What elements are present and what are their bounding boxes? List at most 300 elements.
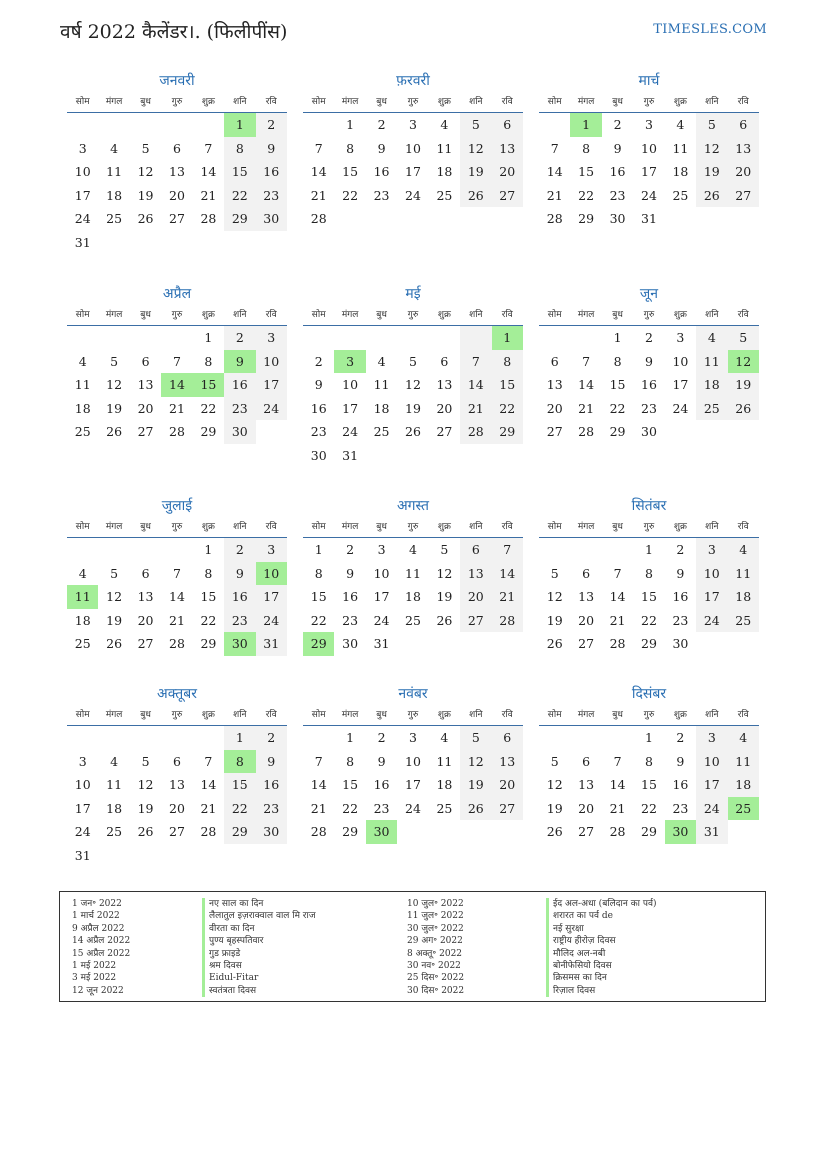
day-cell[interactable]: 21 [169, 400, 185, 416]
day-cell[interactable]: 20 [460, 585, 491, 609]
day-cell[interactable]: 17 [74, 800, 91, 816]
day-cell[interactable]: 30 [641, 424, 657, 440]
day-cell[interactable]: 13 [460, 562, 491, 586]
day-cell[interactable]: 25 [436, 800, 453, 816]
day-cell[interactable]: 25 [728, 797, 759, 821]
day-cell[interactable]: 1 [570, 113, 601, 137]
day-cell[interactable]: 6 [141, 565, 150, 581]
day-cell[interactable]: 21 [609, 800, 626, 816]
day-cell[interactable]: 29 [224, 207, 255, 231]
day-cell[interactable]: 5 [460, 113, 491, 137]
day-cell[interactable]: 4 [440, 730, 449, 745]
day-cell[interactable]: 12 [137, 164, 154, 180]
day-cell[interactable]: 28 [546, 211, 563, 227]
day-cell[interactable]: 29 [200, 424, 217, 440]
day-cell[interactable]: 27 [436, 424, 453, 440]
day-cell[interactable]: 24 [256, 609, 287, 633]
day-cell[interactable]: 13 [436, 377, 453, 393]
day-cell[interactable]: 21 [492, 585, 523, 609]
day-cell[interactable]: 22 [641, 612, 657, 628]
day-cell[interactable]: 20 [169, 800, 185, 816]
day-cell[interactable]: 6 [492, 113, 523, 137]
day-cell[interactable]: 7 [460, 350, 491, 374]
day-cell[interactable]: 5 [110, 353, 119, 369]
day-cell[interactable]: 20 [492, 160, 523, 184]
day-cell[interactable]: 24 [342, 424, 359, 440]
day-cell[interactable]: 5 [460, 726, 491, 750]
day-cell[interactable]: 31 [256, 632, 287, 656]
day-cell[interactable]: 27 [137, 424, 154, 440]
day-cell[interactable]: 3 [377, 542, 386, 557]
day-cell[interactable]: 16 [609, 164, 626, 180]
day-cell[interactable]: 20 [546, 400, 563, 416]
day-cell[interactable]: 16 [342, 589, 359, 605]
day-cell[interactable]: 15 [342, 777, 359, 793]
day-cell[interactable]: 4 [78, 565, 87, 581]
day-cell[interactable]: 18 [436, 777, 453, 793]
day-cell[interactable]: 27 [728, 184, 759, 208]
day-cell[interactable]: 2 [676, 542, 685, 557]
day-cell[interactable]: 23 [224, 609, 255, 633]
day-cell[interactable]: 16 [224, 585, 255, 609]
day-cell[interactable]: 14 [200, 164, 217, 180]
day-cell[interactable]: 28 [609, 636, 626, 652]
day-cell[interactable]: 23 [672, 612, 689, 628]
day-cell[interactable]: 9 [256, 750, 287, 774]
day-cell[interactable]: 20 [436, 400, 453, 416]
day-cell[interactable]: 14 [492, 562, 523, 586]
day-cell[interactable]: 15 [224, 160, 255, 184]
day-cell[interactable]: 22 [641, 800, 657, 816]
day-cell[interactable]: 21 [310, 800, 327, 816]
day-cell[interactable]: 4 [110, 140, 119, 156]
day-cell[interactable]: 1 [645, 542, 653, 557]
day-cell[interactable]: 20 [578, 800, 595, 816]
day-cell[interactable]: 4 [377, 353, 386, 369]
day-cell[interactable]: 9 [676, 753, 685, 769]
day-cell[interactable]: 4 [110, 753, 119, 769]
day-cell[interactable]: 5 [440, 542, 449, 557]
day-cell[interactable]: 20 [492, 773, 523, 797]
day-cell[interactable]: 14 [200, 777, 217, 793]
site-link[interactable]: TIMESLES.COM [653, 22, 767, 37]
day-cell[interactable]: 27 [137, 636, 154, 652]
day-cell[interactable]: 17 [672, 377, 689, 393]
day-cell[interactable]: 12 [137, 777, 154, 793]
day-cell[interactable]: 14 [169, 589, 185, 605]
day-cell[interactable]: 7 [314, 753, 323, 769]
day-cell[interactable]: 7 [173, 353, 181, 369]
day-cell[interactable]: 30 [256, 207, 287, 231]
day-cell[interactable]: 25 [74, 636, 91, 652]
day-cell[interactable]: 14 [609, 777, 626, 793]
day-cell[interactable]: 26 [106, 636, 123, 652]
day-cell[interactable]: 27 [492, 184, 523, 208]
day-cell[interactable]: 29 [200, 636, 217, 652]
day-cell[interactable]: 28 [310, 824, 327, 840]
day-cell[interactable]: 1 [645, 730, 653, 745]
day-cell[interactable]: 5 [550, 565, 559, 581]
day-cell[interactable]: 18 [728, 773, 759, 797]
day-cell[interactable]: 30 [342, 636, 359, 652]
day-cell[interactable]: 8 [582, 140, 591, 156]
day-cell[interactable]: 24 [256, 397, 287, 421]
day-cell[interactable]: 5 [728, 326, 759, 350]
day-cell[interactable]: 3 [256, 538, 287, 562]
day-cell[interactable]: 22 [224, 797, 255, 821]
day-cell[interactable]: 29 [578, 211, 595, 227]
day-cell[interactable]: 30 [224, 632, 255, 656]
day-cell[interactable]: 7 [582, 353, 591, 369]
day-cell[interactable]: 19 [460, 773, 491, 797]
day-cell[interactable]: 30 [310, 447, 327, 463]
day-cell[interactable]: 13 [578, 589, 595, 605]
day-cell[interactable]: 9 [377, 753, 386, 769]
day-cell[interactable]: 17 [342, 400, 359, 416]
day-cell[interactable]: 2 [314, 353, 323, 369]
day-cell[interactable]: 29 [303, 632, 334, 656]
day-cell[interactable]: 15 [578, 164, 595, 180]
day-cell[interactable]: 22 [609, 400, 626, 416]
day-cell[interactable]: 15 [224, 773, 255, 797]
day-cell[interactable]: 14 [460, 373, 491, 397]
day-cell[interactable]: 5 [409, 353, 417, 369]
day-cell[interactable]: 1 [204, 330, 213, 345]
day-cell[interactable]: 14 [546, 164, 563, 180]
day-cell[interactable]: 6 [582, 565, 591, 581]
day-cell[interactable]: 15 [200, 589, 217, 605]
day-cell[interactable]: 3 [256, 326, 287, 350]
day-cell[interactable]: 1 [346, 117, 355, 132]
day-cell[interactable]: 23 [342, 612, 359, 628]
day-cell[interactable]: 9 [224, 350, 255, 374]
day-cell[interactable]: 10 [405, 753, 421, 769]
day-cell[interactable]: 4 [676, 117, 685, 132]
day-cell[interactable]: 8 [204, 353, 213, 369]
day-cell[interactable]: 13 [137, 377, 154, 393]
day-cell[interactable]: 10 [74, 164, 91, 180]
day-cell[interactable]: 6 [728, 113, 759, 137]
day-cell[interactable]: 12 [436, 565, 453, 581]
day-cell[interactable]: 13 [169, 164, 185, 180]
day-cell[interactable]: 28 [169, 424, 185, 440]
day-cell[interactable]: 19 [106, 400, 123, 416]
day-cell[interactable]: 23 [224, 397, 255, 421]
day-cell[interactable]: 27 [546, 424, 563, 440]
day-cell[interactable]: 11 [728, 562, 759, 586]
day-cell[interactable]: 13 [728, 137, 759, 161]
day-cell[interactable]: 8 [346, 140, 355, 156]
day-cell[interactable]: 3 [334, 350, 365, 374]
day-cell[interactable]: 26 [728, 397, 759, 421]
day-cell[interactable]: 28 [169, 636, 185, 652]
day-cell[interactable]: 22 [224, 184, 255, 208]
day-cell[interactable]: 2 [645, 330, 653, 345]
day-cell[interactable]: 17 [373, 589, 390, 605]
day-cell[interactable]: 25 [728, 609, 759, 633]
day-cell[interactable]: 16 [256, 160, 287, 184]
day-cell[interactable]: 15 [492, 373, 523, 397]
day-cell[interactable]: 1 [204, 542, 213, 557]
day-cell[interactable]: 3 [645, 117, 653, 132]
day-cell[interactable]: 18 [74, 612, 91, 628]
day-cell[interactable]: 11 [405, 565, 421, 581]
day-cell[interactable]: 8 [613, 353, 622, 369]
day-cell[interactable]: 18 [373, 400, 390, 416]
day-cell[interactable]: 8 [204, 565, 213, 581]
day-cell[interactable]: 11 [436, 753, 453, 769]
day-cell[interactable]: 3 [676, 330, 685, 345]
day-cell[interactable]: 19 [546, 612, 563, 628]
day-cell[interactable]: 4 [728, 726, 759, 750]
day-cell[interactable]: 5 [141, 753, 150, 769]
day-cell[interactable]: 23 [256, 184, 287, 208]
day-cell[interactable]: 4 [728, 538, 759, 562]
day-cell[interactable]: 25 [74, 424, 91, 440]
day-cell[interactable]: 14 [310, 777, 327, 793]
day-cell[interactable]: 9 [256, 137, 287, 161]
day-cell[interactable]: 10 [641, 140, 657, 156]
day-cell[interactable]: 14 [578, 377, 595, 393]
day-cell[interactable]: 19 [137, 800, 154, 816]
day-cell[interactable]: 16 [256, 773, 287, 797]
day-cell[interactable]: 11 [373, 377, 390, 393]
day-cell[interactable]: 9 [346, 565, 355, 581]
day-cell[interactable]: 10 [342, 377, 359, 393]
day-cell[interactable]: 25 [106, 824, 123, 840]
day-cell[interactable]: 17 [74, 187, 91, 203]
day-cell[interactable]: 2 [377, 117, 386, 132]
day-cell[interactable]: 13 [578, 777, 595, 793]
day-cell[interactable]: 3 [696, 726, 727, 750]
day-cell[interactable]: 15 [609, 377, 626, 393]
day-cell[interactable]: 30 [224, 420, 255, 444]
day-cell[interactable]: 20 [169, 187, 185, 203]
day-cell[interactable]: 2 [676, 730, 685, 745]
day-cell[interactable]: 3 [409, 730, 417, 745]
day-cell[interactable]: 31 [373, 636, 390, 652]
day-cell[interactable]: 7 [204, 753, 213, 769]
day-cell[interactable]: 8 [224, 750, 255, 774]
day-cell[interactable]: 12 [546, 589, 563, 605]
day-cell[interactable]: 1 [224, 726, 255, 750]
day-cell[interactable]: 11 [106, 164, 123, 180]
day-cell[interactable]: 18 [405, 589, 421, 605]
day-cell[interactable]: 16 [373, 164, 390, 180]
day-cell[interactable]: 20 [137, 612, 154, 628]
day-cell[interactable]: 19 [460, 160, 491, 184]
day-cell[interactable]: 11 [74, 377, 91, 393]
day-cell[interactable]: 7 [550, 140, 559, 156]
day-cell[interactable]: 12 [405, 377, 421, 393]
day-cell[interactable]: 6 [460, 538, 491, 562]
day-cell[interactable]: 11 [696, 350, 727, 374]
day-cell[interactable]: 19 [546, 800, 563, 816]
day-cell[interactable]: 28 [492, 609, 523, 633]
day-cell[interactable]: 9 [645, 353, 653, 369]
day-cell[interactable]: 26 [137, 211, 154, 227]
day-cell[interactable]: 15 [193, 373, 224, 397]
day-cell[interactable]: 1 [613, 330, 622, 345]
day-cell[interactable]: 29 [492, 420, 523, 444]
day-cell[interactable]: 19 [137, 187, 154, 203]
day-cell[interactable]: 17 [696, 773, 727, 797]
day-cell[interactable]: 23 [310, 424, 327, 440]
day-cell[interactable]: 12 [696, 137, 727, 161]
day-cell[interactable]: 24 [373, 612, 390, 628]
day-cell[interactable]: 16 [641, 377, 657, 393]
day-cell[interactable]: 13 [492, 750, 523, 774]
day-cell[interactable]: 21 [546, 187, 563, 203]
day-cell[interactable]: 28 [200, 211, 217, 227]
day-cell[interactable]: 26 [137, 824, 154, 840]
day-cell[interactable]: 11 [728, 750, 759, 774]
day-cell[interactable]: 9 [377, 140, 386, 156]
day-cell[interactable]: 28 [609, 824, 626, 840]
day-cell[interactable]: 16 [373, 777, 390, 793]
day-cell[interactable]: 28 [578, 424, 595, 440]
day-cell[interactable]: 12 [460, 137, 491, 161]
day-cell[interactable]: 17 [696, 585, 727, 609]
day-cell[interactable]: 29 [342, 824, 359, 840]
day-cell[interactable]: 22 [342, 187, 359, 203]
day-cell[interactable]: 14 [310, 164, 327, 180]
day-cell[interactable]: 12 [106, 589, 123, 605]
day-cell[interactable]: 12 [460, 750, 491, 774]
day-cell[interactable]: 6 [173, 753, 181, 769]
day-cell[interactable]: 2 [256, 726, 287, 750]
day-cell[interactable]: 2 [613, 117, 622, 132]
day-cell[interactable]: 11 [672, 140, 689, 156]
day-cell[interactable]: 18 [74, 400, 91, 416]
day-cell[interactable]: 25 [672, 187, 689, 203]
day-cell[interactable]: 27 [460, 609, 491, 633]
day-cell[interactable]: 14 [609, 589, 626, 605]
day-cell[interactable]: 24 [74, 211, 91, 227]
day-cell[interactable]: 22 [578, 187, 595, 203]
day-cell[interactable]: 23 [256, 797, 287, 821]
day-cell[interactable]: 3 [78, 140, 87, 156]
day-cell[interactable]: 6 [492, 726, 523, 750]
day-cell[interactable]: 10 [672, 353, 689, 369]
day-cell[interactable]: 18 [696, 373, 727, 397]
day-cell[interactable]: 24 [641, 187, 657, 203]
day-cell[interactable]: 19 [405, 400, 421, 416]
day-cell[interactable]: 10 [405, 140, 421, 156]
day-cell[interactable]: 25 [373, 424, 390, 440]
day-cell[interactable]: 9 [314, 377, 323, 393]
day-cell[interactable]: 22 [200, 612, 217, 628]
day-cell[interactable]: 31 [342, 447, 359, 463]
day-cell[interactable]: 21 [310, 187, 327, 203]
day-cell[interactable]: 26 [546, 824, 563, 840]
day-cell[interactable]: 15 [310, 589, 327, 605]
day-cell[interactable]: 31 [74, 234, 91, 250]
day-cell[interactable]: 7 [613, 565, 622, 581]
day-cell[interactable]: 10 [256, 562, 287, 586]
day-cell[interactable]: 5 [110, 565, 119, 581]
day-cell[interactable]: 25 [405, 612, 421, 628]
day-cell[interactable]: 31 [696, 820, 727, 844]
day-cell[interactable]: 2 [346, 542, 355, 557]
day-cell[interactable]: 2 [377, 730, 386, 745]
day-cell[interactable]: 21 [169, 612, 185, 628]
day-cell[interactable]: 10 [74, 777, 91, 793]
day-cell[interactable]: 20 [137, 400, 154, 416]
day-cell[interactable]: 5 [696, 113, 727, 137]
day-cell[interactable]: 18 [436, 164, 453, 180]
day-cell[interactable]: 11 [106, 777, 123, 793]
day-cell[interactable]: 10 [373, 565, 390, 581]
day-cell[interactable]: 2 [224, 326, 255, 350]
day-cell[interactable]: 2 [256, 113, 287, 137]
day-cell[interactable]: 18 [106, 187, 123, 203]
day-cell[interactable]: 16 [672, 777, 689, 793]
day-cell[interactable]: 13 [492, 137, 523, 161]
day-cell[interactable]: 5 [141, 140, 150, 156]
day-cell[interactable]: 6 [173, 140, 181, 156]
day-cell[interactable]: 1 [346, 730, 355, 745]
day-cell[interactable]: 13 [546, 377, 563, 393]
day-cell[interactable]: 18 [106, 800, 123, 816]
day-cell[interactable]: 17 [256, 373, 287, 397]
day-cell[interactable]: 30 [672, 636, 689, 652]
day-cell[interactable]: 1 [492, 326, 523, 350]
day-cell[interactable]: 22 [492, 397, 523, 421]
day-cell[interactable]: 19 [696, 160, 727, 184]
day-cell[interactable]: 14 [161, 373, 192, 397]
day-cell[interactable]: 4 [696, 326, 727, 350]
day-cell[interactable]: 9 [224, 562, 255, 586]
day-cell[interactable]: 28 [200, 824, 217, 840]
day-cell[interactable]: 3 [409, 117, 417, 132]
day-cell[interactable]: 26 [460, 797, 491, 821]
day-cell[interactable]: 17 [641, 164, 657, 180]
day-cell[interactable]: 12 [728, 350, 759, 374]
day-cell[interactable]: 15 [641, 589, 657, 605]
day-cell[interactable]: 1 [224, 113, 255, 137]
day-cell[interactable]: 22 [342, 800, 359, 816]
day-cell[interactable]: 7 [492, 538, 523, 562]
day-cell[interactable]: 21 [609, 612, 626, 628]
day-cell[interactable]: 27 [578, 636, 595, 652]
day-cell[interactable]: 28 [310, 211, 327, 227]
day-cell[interactable]: 18 [672, 164, 689, 180]
day-cell[interactable]: 24 [696, 609, 727, 633]
day-cell[interactable]: 23 [672, 800, 689, 816]
day-cell[interactable]: 21 [460, 397, 491, 421]
day-cell[interactable]: 30 [665, 820, 696, 844]
day-cell[interactable]: 26 [696, 184, 727, 208]
day-cell[interactable]: 26 [106, 424, 123, 440]
day-cell[interactable]: 25 [106, 211, 123, 227]
day-cell[interactable]: 29 [641, 636, 657, 652]
day-cell[interactable]: 29 [609, 424, 626, 440]
day-cell[interactable]: 22 [310, 612, 327, 628]
day-cell[interactable]: 5 [550, 753, 559, 769]
day-cell[interactable]: 4 [440, 117, 449, 132]
day-cell[interactable]: 19 [728, 373, 759, 397]
day-cell[interactable]: 19 [436, 589, 453, 605]
day-cell[interactable]: 17 [405, 777, 421, 793]
day-cell[interactable]: 24 [74, 824, 91, 840]
day-cell[interactable]: 10 [696, 562, 727, 586]
day-cell[interactable]: 9 [676, 565, 685, 581]
day-cell[interactable]: 24 [672, 400, 689, 416]
day-cell[interactable]: 24 [405, 187, 421, 203]
day-cell[interactable]: 4 [78, 353, 87, 369]
day-cell[interactable]: 23 [373, 800, 390, 816]
